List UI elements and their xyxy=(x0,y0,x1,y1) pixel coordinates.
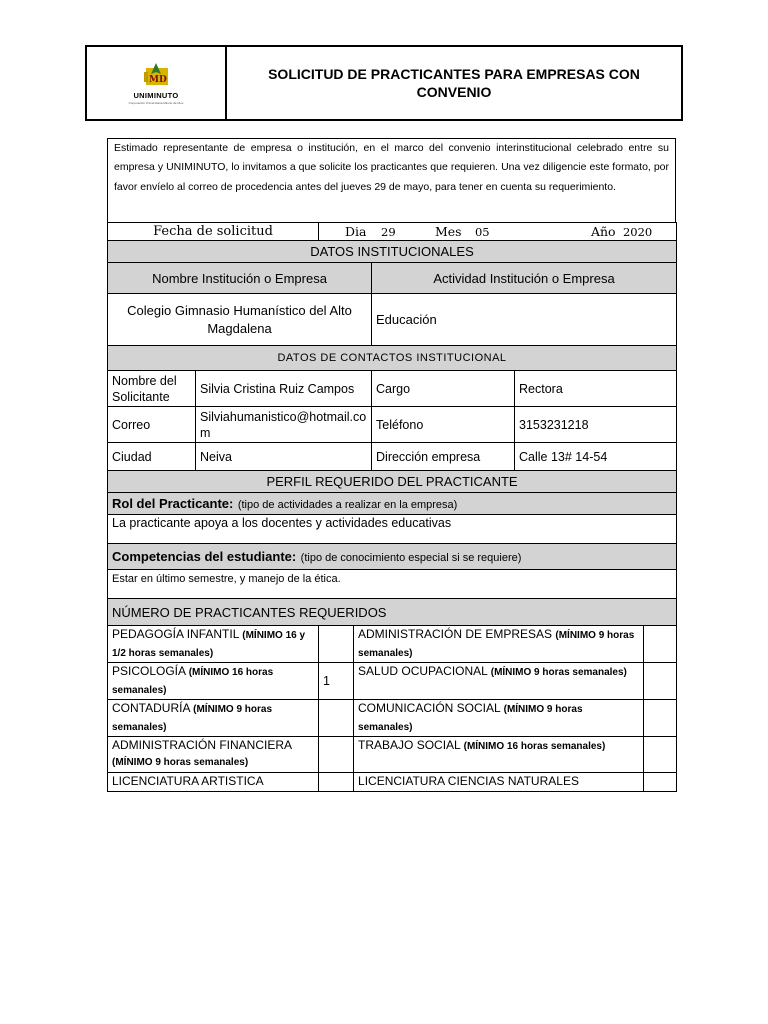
program-count[interactable] xyxy=(644,626,677,663)
comp-value[interactable]: Estar en último semestre, y manejo de la ética. xyxy=(108,570,677,599)
institucional-header-row xyxy=(108,263,677,294)
perfil-section-title: PERFIL REQUERIDO DEL PRACTICANTE xyxy=(108,471,677,493)
table-row xyxy=(108,663,677,700)
program-count[interactable] xyxy=(644,663,677,700)
program-requirement: (MÍNIMO 16 horas semanales) xyxy=(463,741,606,752)
program-name: PSICOLOGÍA xyxy=(112,664,186,678)
program-name: SALUD OCUPACIONAL xyxy=(358,664,488,678)
cargo-label: Cargo xyxy=(372,371,515,407)
table-row xyxy=(108,626,677,663)
program-count[interactable] xyxy=(319,626,354,663)
rol-header-row xyxy=(108,493,677,515)
program-requirement: (MÍNIMO 9 horas semanales) xyxy=(490,667,627,678)
contactos-section-row xyxy=(108,346,677,371)
institucional-value-row xyxy=(108,294,677,346)
perfil-section-row xyxy=(108,471,677,493)
fecha-row xyxy=(108,223,677,241)
fecha-label: Fecha de solicitud xyxy=(108,223,319,241)
title-cell xyxy=(227,47,681,119)
request-form-table xyxy=(107,222,677,792)
logo-tagline: Corporación Universitaria Minuto de Dios xyxy=(128,100,184,105)
program-name: ADMINISTRACIÓN DE EMPRESAS xyxy=(358,627,553,641)
table-row xyxy=(108,737,677,773)
program-count[interactable] xyxy=(319,737,354,773)
contacto-row-correo xyxy=(108,407,677,443)
intro-text: Estimado representante de empresa o institución, en el marco del convenio interinstitucional celebrado entre su empresa y UNIMINUTO, lo invitamos a que solicite los practicantes que requieren. Una vez diligencie este formato, por favor envíelo al correo de procedencia antes del jueves 29 de mayo, para tener en cuenta su requerimiento. xyxy=(114,142,669,193)
form-header xyxy=(85,45,683,121)
program-count[interactable] xyxy=(319,773,354,792)
program-count[interactable] xyxy=(644,737,677,773)
actividad-institucion-value[interactable]: Educación xyxy=(372,294,677,346)
comp-hint: (tipo de conocimiento especial si se requiere) xyxy=(300,551,522,564)
program-name: LICENCIATURA ARTISTICA xyxy=(112,774,264,788)
program-requirement: (MÍNIMO 9 horas semanales) xyxy=(358,704,583,733)
correo-label: Correo xyxy=(108,407,196,443)
program-name: COMUNICACIÓN SOCIAL xyxy=(358,701,501,715)
comp-header xyxy=(108,544,677,570)
dia-label: Dia xyxy=(345,224,367,239)
program-requirement: (MÍNIMO 9 horas semanales) xyxy=(112,704,273,733)
contacto-row-ciudad xyxy=(108,443,677,471)
ciudad-label: Ciudad xyxy=(108,443,196,471)
table-row xyxy=(108,773,677,792)
program-name: PEDAGOGÍA INFANTIL xyxy=(112,627,239,641)
institucional-section-row xyxy=(108,241,677,263)
anio-value[interactable]: 2020 xyxy=(622,225,653,239)
program-requirement: (MÍNIMO 9 horas semanales) xyxy=(358,630,635,659)
direccion-label: Dirección empresa xyxy=(372,443,515,471)
program-requirement: (MÍNIMO 9 horas semanales) xyxy=(112,757,249,768)
correo-value[interactable]: Silviahumanistico@hotmail.com xyxy=(196,407,372,443)
comp-value-row xyxy=(108,570,677,599)
page-title: SOLICITUD DE PRACTICANTES PARA EMPRESAS CON CONVENIO xyxy=(268,66,640,100)
actividad-institucion-header: Actividad Institución o Empresa xyxy=(372,263,677,294)
mes-value[interactable]: 05 xyxy=(474,225,490,239)
telefono-value[interactable]: 3153231218 xyxy=(515,407,677,443)
svg-text:MD: MD xyxy=(149,74,167,85)
program-name: ADMINISTRACIÓN FINANCIERA xyxy=(112,738,292,752)
rol-value-row xyxy=(108,515,677,544)
rol-hint: (tipo de actividades a realizar en la empresa) xyxy=(237,498,458,511)
comp-label: Competencias del estudiante: xyxy=(112,548,297,564)
program-count[interactable] xyxy=(644,773,677,792)
nombre-solicitante-label: Nombre del Solicitante xyxy=(108,371,196,407)
rol-label: Rol del Practicante: xyxy=(112,495,234,511)
table-row xyxy=(108,700,677,737)
rol-value[interactable]: La practicante apoya a los docentes y actividades educativas xyxy=(108,515,677,544)
institucional-section-title: DATOS INSTITUCIONALES xyxy=(108,241,677,263)
dia-value[interactable]: 29 xyxy=(381,225,396,239)
numero-section-title: NÚMERO DE PRACTICANTES REQUERIDOS xyxy=(108,599,677,626)
direccion-value[interactable]: Calle 13# 14-54 xyxy=(515,443,677,471)
program-name: CONTADURÍA xyxy=(112,701,190,715)
program-count[interactable] xyxy=(644,700,677,737)
contacto-row-nombre xyxy=(108,371,677,407)
cargo-value[interactable]: Rectora xyxy=(515,371,677,407)
mes-label: Mes xyxy=(434,224,462,239)
uniminuto-logo-icon xyxy=(136,62,176,90)
program-name: LICENCIATURA CIENCIAS NATURALES xyxy=(358,774,579,788)
logo-cell xyxy=(87,47,227,119)
fecha-values xyxy=(319,223,677,241)
anio-label: Año xyxy=(590,224,616,239)
program-name: TRABAJO SOCIAL xyxy=(358,738,461,752)
program-count[interactable] xyxy=(319,700,354,737)
contactos-section-title: DATOS DE CONTACTOS INSTITUCIONAL xyxy=(108,346,677,371)
ciudad-value[interactable]: Neiva xyxy=(196,443,372,471)
nombre-solicitante-value[interactable]: Silvia Cristina Ruiz Campos xyxy=(196,371,372,407)
program-requirement: (MÍNIMO 16 horas semanales) xyxy=(112,667,274,696)
rol-header xyxy=(108,493,677,515)
numero-section-row xyxy=(108,599,677,626)
comp-header-row xyxy=(108,544,677,570)
nombre-institucion-header: Nombre Institución o Empresa xyxy=(108,263,372,294)
program-requirement: (MÍNIMO 16 y 1/2 horas semanales) xyxy=(112,630,306,659)
nombre-institucion-value[interactable]: Colegio Gimnasio Humanístico del Alto Magdalena xyxy=(108,294,372,346)
intro-box xyxy=(107,138,676,223)
program-count[interactable]: 1 xyxy=(319,663,354,700)
telefono-label: Teléfono xyxy=(372,407,515,443)
logo-text: UNIMINUTO xyxy=(133,90,179,100)
